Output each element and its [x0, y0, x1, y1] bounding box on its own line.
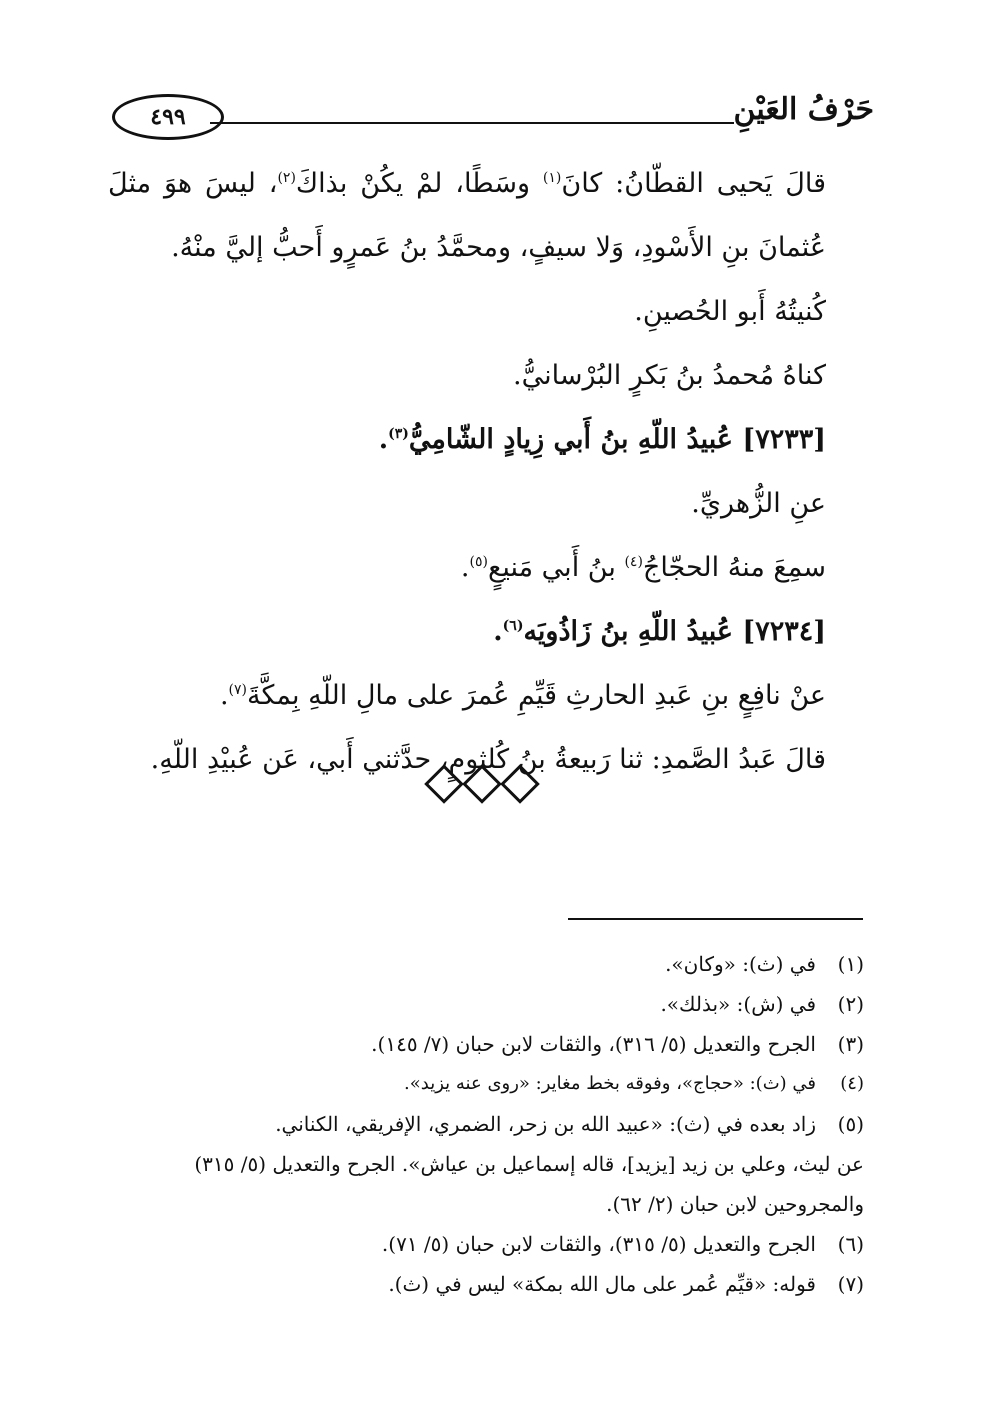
paragraph: كناهُ مُحمدُ بنُ بَكرٍ البُرْسانيُّ.	[513, 360, 826, 391]
text: ، ليسَ هوَ مثلَ عُثمانَ بنِ الأَسْودِ، وَلا سيفٍ، ومحمَّدُ بنُ عَمرٍو أَحبُّ إليَّ منْهُ.	[108, 168, 826, 263]
footnote	[100, 1064, 864, 1104]
footnote-number: (٣)	[837, 1032, 864, 1056]
footnote-text: في (ث): «حجاج»، وفوقه بخط مغاير: «روى عنه يزيد».	[404, 1073, 816, 1094]
ornament-icon	[424, 764, 464, 804]
footnote-number: (٥)	[837, 1112, 864, 1136]
footnote-number: (١)	[837, 952, 864, 976]
footnote-text: في (ش): «بذلك».	[660, 992, 816, 1016]
footnote-number: (٦)	[837, 1232, 864, 1256]
entry-heading: [٧٢٣٤] عُبيدُ اللّهِ بنُ زَاذُويَه$^{(٦)}$.	[493, 616, 826, 647]
footnote-text: الجرح والتعديل (٥/ ٣١٥)، والثقات لابن حبان (٥/ ٧١).	[381, 1232, 816, 1256]
footnotes	[100, 944, 864, 1304]
ornament-icon	[500, 764, 540, 804]
entry-heading: [٧٢٣٣] عُبيدُ اللّهِ بنُ أَبي زِيادٍ الشّامِيُّ$^{(٣)}$.	[378, 424, 826, 455]
footnote-text: قوله: «قيِّم عُمر على مال الله بمكة» ليس في (ث).	[388, 1272, 816, 1296]
paragraph	[108, 152, 876, 280]
footnote	[100, 944, 864, 984]
text: بنُ أَبي مَنيعٍ	[487, 552, 625, 583]
footnote	[100, 1264, 864, 1304]
footnote-continuation: عن ليث، وعلي بن زيد [يزيد]، قاله إسماعيل بن عياش». الجرح والتعديل (٥/ ٣١٥)	[194, 1152, 864, 1176]
footnote-ref: (٦)	[502, 618, 524, 634]
footnote-ref: (٤)	[624, 554, 643, 570]
footnote-continuation: والمجروحين لابن حبان (٢/ ٦٢).	[606, 1192, 864, 1216]
paragraph: عنْ نافِعٍ بنِ عَبدِ الحارثِ قَيِّمِ عُمرَ على مالِ اللّهِ بِمكَّةَ$^{(٧)}$.	[219, 680, 826, 711]
paragraph: سمِعَ منهُ الحجّاجُ$^{(٤)}$ بنُ أَبي مَنيعٍ$^{(٥)}$.	[460, 552, 826, 583]
footnote	[100, 984, 864, 1024]
section-ornament	[430, 770, 550, 810]
text: وسَطًا، لمْ يكُنْ بذاكَ	[295, 168, 543, 199]
text: [٧٢٣٤] عُبيدُ اللّهِ بنُ زَاذُويَه	[523, 616, 826, 647]
text: قالَ يَحيى القطّانُ: كانَ	[561, 168, 826, 199]
page-number: ٤٩٩	[112, 94, 224, 140]
main-text	[108, 152, 876, 792]
footnote-text: الجرح والتعديل (٥/ ٣١٦)، والثقات لابن حبان (٧/ ١٤٥).	[371, 1032, 816, 1056]
text: سمِعَ منهُ الحجّاجُ	[642, 552, 826, 583]
footnote	[100, 1224, 864, 1264]
running-title: حَرْفُ العَيْنِ	[733, 92, 874, 127]
page-header	[112, 92, 874, 148]
footnote-ref: (٧)	[228, 682, 247, 698]
footnote-text: زاد بعده في (ث): «عبيد الله بن زحر، الضمري، الإفريقي، الكناني.	[275, 1112, 816, 1136]
footnote-ref: (٥)	[469, 554, 488, 570]
footnote	[100, 1024, 864, 1064]
paragraph: كُنيتُهُ أَبو الحُصينِ.	[634, 296, 826, 327]
footnote-ref: (١)	[542, 170, 562, 186]
footnote-ref: (٣)	[388, 426, 409, 442]
text: [٧٢٣٣] عُبيدُ اللّهِ بنُ أَبي زِيادٍ الشّامِيُّ	[408, 424, 826, 455]
footnote-number: (٢)	[837, 992, 864, 1016]
paragraph: قالَ عَبدُ الصَّمدِ: ثنا رَبيعةُ بنُ كُلثومٍ، حدَّثني أَبي، عَن عُبيْدِ اللّهِ.	[150, 744, 826, 775]
footnote	[100, 1104, 864, 1144]
footnote-ref: (٢)	[277, 170, 296, 186]
ornament-icon	[462, 764, 502, 804]
footnote-rule	[568, 918, 863, 920]
footnote-number: (٤)	[840, 1073, 864, 1094]
header-rule	[210, 122, 734, 124]
footnote-number: (٧)	[837, 1272, 864, 1296]
text: عنْ نافِعٍ بنِ عَبدِ الحارثِ قَيِّمِ عُمرَ على مالِ اللّهِ بِمكَّةَ	[247, 680, 826, 711]
footnote-text: في (ث): «وكان».	[665, 952, 816, 976]
paragraph: عنِ الزُّهريِّ.	[691, 488, 826, 519]
